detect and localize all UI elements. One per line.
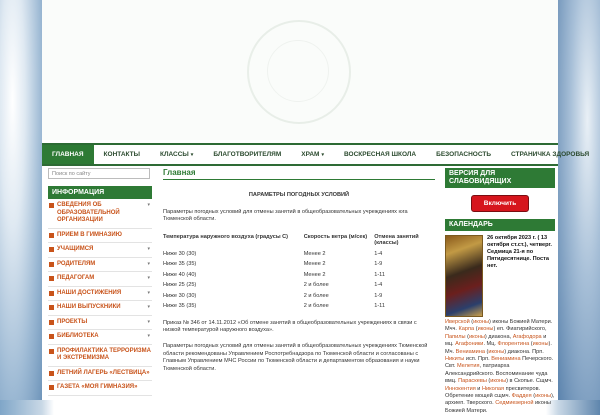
table-row [163, 259, 435, 270]
table-cell: 1-9 [374, 261, 383, 268]
sidebar-item-label: ПРИЕМ В ГИМНАЗИЮ [57, 231, 122, 238]
chevron-down-icon: ▾ [190, 152, 194, 158]
table-cell: Ниже 30 (30) [163, 250, 197, 257]
table-cell: 1-11 [374, 303, 385, 310]
nav-item-2[interactable] [150, 145, 203, 164]
sidebar-item-label: РОДИТЕЛЯМ [57, 260, 96, 267]
saint-link[interactable]: Никиты [445, 356, 465, 363]
chevron-down-icon[interactable]: ▾ [147, 202, 150, 208]
table-cell: 2 и более [303, 282, 329, 289]
table-cell: 1-4 [374, 282, 383, 289]
saint-link[interactable]: Флорентина [497, 341, 530, 348]
square-bullet-icon [49, 320, 54, 325]
sidebar-item-label: СВЕДЕНИЯ ОБ ОБРАЗОВАТЕЛЬНОЙ ОРГАНИЗАЦИИ [57, 202, 120, 223]
left-sidebar [48, 168, 152, 396]
chevron-down-icon[interactable]: ▾ [147, 318, 150, 325]
saints-text: ) диакона, [484, 333, 513, 340]
saints-text: ) иконы Божией Матери. Мчч. [445, 319, 553, 333]
saints-text: ), архиеп. Тверского. [445, 393, 555, 407]
chevron-down-icon: ▾ [321, 152, 324, 158]
calendar-date: 26 октября 2023 г. ( 13 октября ст.ст.), четверг. Седмица 21-я по Пятидесятнице. Поста нет. [487, 235, 552, 269]
sidebar-item-10[interactable] [48, 367, 152, 382]
saints-list [445, 319, 555, 415]
sidebar-item-label: ПЕДАГОГАМ [57, 275, 95, 281]
saints-text: , патриарха Александрийского. Воспоминание чуда вмц. [445, 363, 548, 385]
saint-link[interactable]: Вениамина [491, 356, 521, 363]
nav-item-6[interactable] [426, 145, 501, 164]
square-bullet-icon [49, 233, 54, 238]
saint-link[interactable]: иконы [488, 348, 505, 355]
sky-background-left [0, 0, 42, 400]
header-banner [42, 0, 558, 140]
saints-text: Печерского. Свт. [445, 356, 554, 370]
sidebar-item-label: УЧАЩИМСЯ [57, 246, 94, 252]
saints-text: и [475, 385, 482, 392]
square-bullet-icon [49, 349, 54, 354]
table-cell: 2 и более [303, 292, 329, 299]
nav-item-4[interactable] [291, 145, 334, 164]
saint-link[interactable]: иконы [532, 341, 549, 348]
chevron-down-icon[interactable]: ▾ [147, 304, 150, 310]
nav-item-label: ГЛАВНАЯ [52, 151, 84, 158]
table-cell: Ниже 35 (35) [163, 261, 197, 268]
saints-text: ). Мч. [445, 341, 552, 355]
sidebar-item-label: ЛЕТНИЙ ЛАГЕРЬ «ЛЕСТВИЦА» [57, 369, 150, 376]
sidebar-item-0[interactable] [48, 199, 152, 229]
chevron-down-icon[interactable]: ▾ [147, 289, 150, 296]
square-bullet-icon [49, 276, 54, 281]
nav-item-label: СТРАНИЧКА ЗДОРОВЬЯ [511, 151, 590, 158]
nav-item-label: КЛАССЫ [159, 151, 189, 158]
table-header-classes: Отмена занятий (классы) [374, 233, 419, 247]
chevron-down-icon[interactable]: ▾ [147, 260, 150, 267]
sidebar-item-1[interactable] [48, 229, 152, 244]
weather-table [163, 232, 435, 312]
table-row [163, 280, 435, 291]
saints-text: иконы Божией Матери. [445, 400, 551, 414]
nav-item-5[interactable] [334, 145, 426, 164]
saint-link[interactable]: Седмиезерной [495, 400, 534, 407]
saint-link[interactable]: иконы [477, 326, 494, 333]
saint-link[interactable]: иконы [490, 378, 507, 385]
sidebar-item-2[interactable] [48, 243, 152, 258]
saints-text: исп. Прп. [464, 356, 492, 363]
square-bullet-icon [49, 262, 54, 267]
table-cell: Ниже 35 (35) [163, 303, 197, 310]
table-cell: Менее 2 [303, 250, 326, 257]
table-cell: 1-9 [374, 292, 383, 299]
saint-link[interactable]: Мелетия [456, 363, 480, 370]
square-bullet-icon [49, 334, 54, 339]
sidebar-item-label: ПРОФИЛАКТИКА ТЕРРОРИЗМА И ЭКСТРЕМИЗМА [57, 347, 151, 361]
saint-link[interactable]: Агафоники [455, 341, 484, 348]
saints-text: ( [469, 319, 474, 325]
enable-vision-button[interactable]: Включить [471, 195, 529, 212]
table-cell: 2 и более [303, 303, 329, 310]
square-bullet-icon [49, 305, 54, 310]
info-block-title: ИНФОРМАЦИЯ [48, 186, 152, 199]
saint-link[interactable]: Иннокентия [445, 385, 476, 392]
table-cell: Менее 2 [303, 271, 326, 278]
sidebar-item-8[interactable] [48, 330, 152, 345]
saints-text: ( [486, 378, 491, 385]
square-bullet-icon [49, 371, 54, 376]
saints-text: ( [465, 333, 469, 340]
saint-link[interactable]: иконы [473, 319, 489, 325]
square-bullet-icon [49, 385, 54, 390]
sidebar-item-label: БИБЛИОТЕКА [57, 333, 99, 339]
chevron-down-icon[interactable]: ▾ [147, 246, 150, 252]
saints-text: . Мц. [483, 341, 498, 348]
saint-link[interactable]: Иверской [445, 319, 470, 325]
saints-text: ( [484, 348, 489, 355]
chevron-down-icon[interactable]: ▾ [147, 333, 150, 339]
saints-text: ) диакона. Прп. [504, 348, 544, 355]
sidebar-item-4[interactable] [48, 272, 152, 287]
saints-text: ( [529, 341, 533, 348]
nav-item-7[interactable] [501, 145, 599, 164]
nav-item-label: КОНТАКТЫ [103, 151, 140, 158]
saints-text: пресвитеров. Обретение мощей сщмч. [445, 385, 541, 400]
order-paragraph: Приказ № 346 от 14.11.2012 «Об отмене занятий в общеобразовательных учреждениях в связи с низкой температурой наружного воздуха». [163, 319, 417, 334]
square-bullet-icon [49, 203, 54, 208]
saint-link[interactable]: иконы [469, 333, 485, 340]
main-content [163, 168, 435, 373]
table-cell: Ниже 30 (30) [163, 292, 197, 299]
square-bullet-icon [49, 291, 54, 296]
saints-text: ) еп. Фиатирийского, [493, 326, 547, 333]
nav-item-0[interactable] [42, 145, 94, 164]
mother-of-god-icon [445, 235, 483, 317]
sidebar-item-label: ПРОЕКТЫ [57, 318, 88, 325]
nav-item-label: ХРАМ [301, 151, 320, 158]
table-header-temperature: Температура наружного воздуха (градусы С) [163, 233, 289, 240]
sidebar-item-label: ГАЗЕТА «МОЯ ГИМНАЗИЯ» [57, 384, 138, 390]
sidebar-item-label: НАШИ ДОСТИЖЕНИЯ [57, 289, 122, 296]
saint-link[interactable]: Фаддея [511, 393, 532, 400]
chevron-down-icon[interactable]: ▾ [147, 275, 150, 281]
table-row [163, 291, 435, 302]
sidebar-item-9[interactable] [48, 345, 152, 367]
saints-text: ( [531, 393, 536, 400]
page [42, 0, 590, 414]
table-row [163, 249, 435, 260]
nav-item-label: БЛАГОТВОРИТЕЛЯМ [213, 151, 282, 158]
nav-item-label: ВОСКРЕСНАЯ ШКОЛА [344, 151, 417, 158]
saints-text: ( [474, 326, 478, 333]
saint-link[interactable]: Папилы [445, 333, 466, 340]
main-navigation [42, 143, 590, 166]
info-menu [48, 199, 152, 396]
table-header-wind: Скорость ветра (м/сек) [303, 233, 368, 240]
table-cell: Ниже 40 (40) [163, 271, 197, 278]
right-sidebar [445, 168, 555, 415]
saint-link[interactable]: Карпа [458, 326, 475, 333]
nav-item-3[interactable] [203, 145, 291, 164]
saint-link[interactable]: иконы [535, 393, 551, 400]
calendar-title: КАЛЕНДАРЬ [445, 219, 555, 231]
table-header-row [163, 232, 435, 249]
school-emblem-logo [247, 20, 351, 124]
page-title: Главная [163, 168, 435, 180]
sidebar-item-11[interactable] [48, 381, 152, 396]
outro-paragraph: Параметры погодных условий для отмены занятий в общеобразовательных учреждениях Тюменской области рекомендованы Управлением Роспотребнадзора по Тюменской области и согласованы с Главным Управлением МЧС России по Тюменской области и департаментом образования и науки Тюменской области. [163, 342, 428, 372]
sidebar-item-label: НАШИ ВЫПУСКНИКИ [57, 304, 121, 310]
saint-link[interactable]: Агафодора [512, 333, 542, 340]
table-row [163, 270, 435, 281]
table-cell: Менее 2 [303, 261, 326, 268]
table-row [163, 301, 435, 312]
calendar-entry [445, 235, 555, 317]
sky-background-right [558, 0, 600, 400]
saints-text: ) в Скопье. Сщмч. [506, 378, 553, 385]
saints-text: и мц. [445, 333, 547, 348]
sidebar-item-3[interactable] [48, 258, 152, 273]
saint-link[interactable]: Параскевы [458, 378, 487, 385]
table-cell: Ниже 25 (25) [163, 282, 197, 289]
sidebar-item-5[interactable] [48, 287, 152, 302]
nav-item-label: БЕЗОПАСНОСТЬ [436, 151, 492, 158]
intro-paragraph: Параметры погодных условий для отмены занятий в общеобразовательных учреждениях юга Тюменской области. [163, 208, 408, 223]
section-heading: ПАРАМЕТРЫ ПОГОДНЫХ УСЛОВИЙ [248, 192, 350, 198]
sidebar-item-7[interactable] [48, 316, 152, 331]
sidebar-item-6[interactable] [48, 301, 152, 316]
table-cell: 1-11 [374, 271, 385, 278]
square-bullet-icon [49, 247, 54, 252]
saint-link[interactable]: Николая [481, 385, 505, 392]
vision-version-title: ВЕРСИЯ ДЛЯ СЛАБОВИДЯЩИХ [445, 168, 555, 188]
nav-item-1[interactable] [94, 145, 150, 164]
emblem-inner-ring [267, 40, 329, 102]
search-input[interactable]: Поиск по сайту [48, 168, 150, 179]
table-cell: 1-4 [374, 250, 383, 257]
saint-link[interactable]: Вениамина [455, 348, 485, 355]
